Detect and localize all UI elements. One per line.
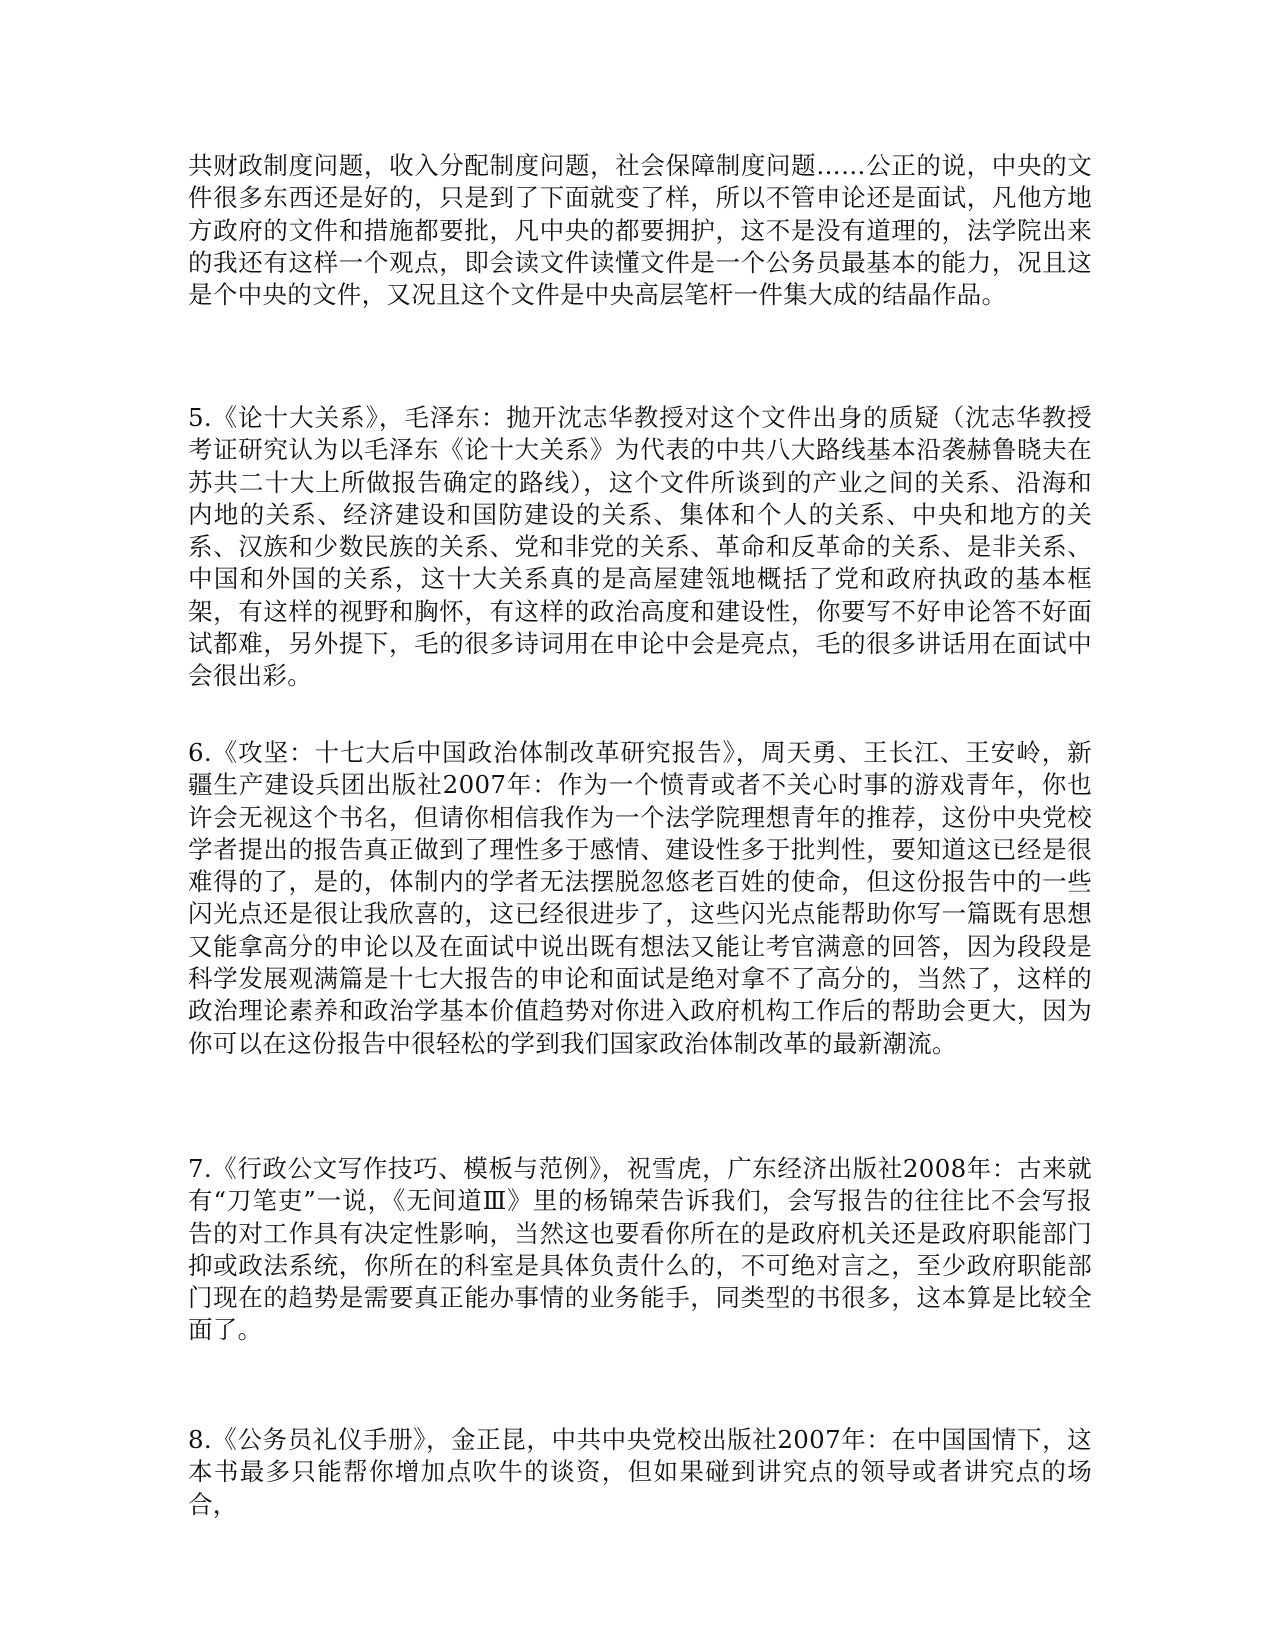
paragraph-item-5-ten-relationships: 5.《论十大关系》，毛泽东：抛开沈志华教授对这个文件出身的质疑（沈志华教授考证研究认为以毛泽东《论十大关系》为代表的中共八大路线基本沿袭赫鲁晓夫在苏共二十大上所做报告确定的路线），这个文件所谈到的产业之间的关系、沿海和内地的关系、经济建设和国防建设的关系、集体和个人的关系、中央和地方的关系、汉族和少数民族的关系、党和非党的关系、革命和反革命的关系、是非关系、中国和外国的关系，这十大关系真的是高屋建瓴地概括了党和政府执政的基本框架，有这样的视野和胸怀，有这样的政治高度和建设性，你要写不好申论答不好面试都难，另外提下，毛的很多诗词用在申论中会是亮点，毛的很多讲话用在面试中会很出彩。	[188, 403, 1092, 691]
paragraph-fiscal-policy-continuation: 共财政制度问题，收入分配制度问题，社会保障制度问题……公正的说，中央的文件很多东西还是好的，只是到了下面就变了样，所以不管申论还是面试，凡他方地方政府的文件和措施都要批，凡中央的都要拥护，这不是没有道理的，法学院出来的我还有这样一个观点，即会读文件读懂文件是一个公务员最基本的能力，况且这是个中央的文件，又况且这个文件是中央高层笔杆一件集大成的结晶作品。	[188, 151, 1092, 310]
paragraph-item-8-etiquette-handbook: 8.《公务员礼仪手册》，金正昆，中共中央党校出版社2007年：在中国国情下，这本书最多只能帮你增加点吹牛的谈资，但如果碰到讲究点的领导或者讲究点的场合，	[188, 1425, 1092, 1519]
paragraph-item-7-official-document-writing: 7.《行政公文写作技巧、模板与范例》，祝雪虎，广东经济出版社2008年：古来就有“刀笔吏”一说，《无间道Ⅲ》里的杨锦荣告诉我们，会写报告的往往比不会写报告的对工作具有决定性影响，当然这也要看你所在的是政府机关还是政府职能部门抑或政法系统，你所在的科室是具体负责什么的，不可绝对言之，至少政府职能部门现在的趋势是需要真正能办事情的业务能手，同类型的书很多，这本算是比较全面了。	[188, 1154, 1092, 1345]
paragraph-item-6-political-reform-report: 6.《攻坚：十七大后中国政治体制改革研究报告》，周天勇、王长江、王安岭，新疆生产建设兵团出版社2007年：作为一个愤青或者不关心时事的游戏青年，你也许会无视这个书名，但请你相信我作为一个法学院理想青年的推荐，这份中央党校学者提出的报告真正做到了理性多于感情、建设性多于批判性，要知道这已经是很难得的了，是的，体制内的学者无法摆脱忽悠老百姓的使命，但这份报告中的一些闪光点还是很让我欣喜的，这已经很进步了，这些闪光点能帮助你写一篇既有思想又能拿高分的申论以及在面试中说出既有想法又能让考官满意的回答，因为段段是科学发展观满篇是十七大报告的申论和面试是绝对拿不了高分的，当然了，这样的政治理论素养和政治学基本价值趋势对你进入政府机构工作后的帮助会更大，因为你可以在这份报告中很轻松的学到我们国家政治体制改革的最新潮流。	[188, 738, 1092, 1058]
